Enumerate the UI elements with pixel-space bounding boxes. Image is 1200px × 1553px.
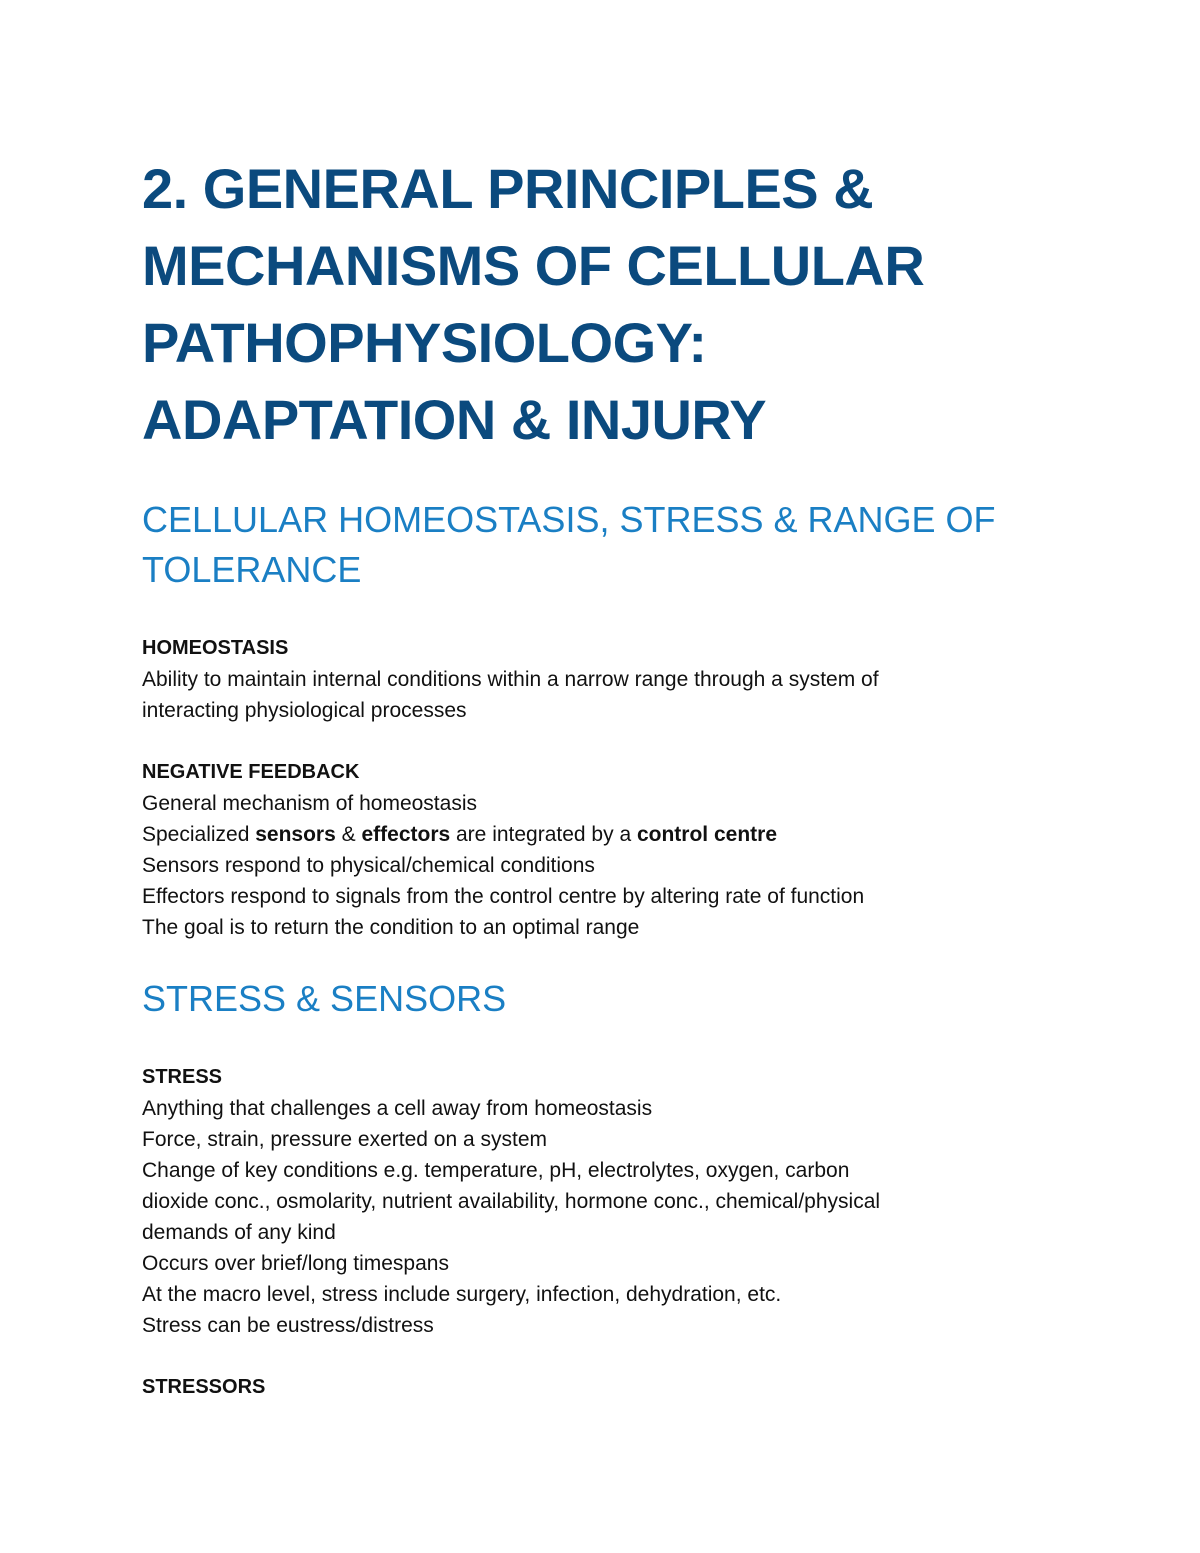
body-text-line: Sensors respond to physical/chemical conditions bbox=[142, 854, 595, 877]
stress-block bbox=[142, 1062, 1042, 1341]
page-title-line: MECHANISMS OF CELLULAR bbox=[142, 234, 925, 297]
text-span: are integrated by a bbox=[450, 823, 637, 846]
text-span: Specialized bbox=[142, 823, 256, 846]
negative-feedback-block bbox=[142, 757, 1042, 943]
page-title bbox=[142, 150, 1042, 458]
subheading-stress: STRESS bbox=[142, 1066, 223, 1088]
page-title-line: 2. GENERAL PRINCIPLES & bbox=[142, 157, 874, 220]
section-heading-stress-sensors bbox=[142, 974, 1042, 1024]
stressors-block bbox=[142, 1372, 1042, 1403]
section-heading-line: TOLERANCE bbox=[142, 549, 362, 590]
section-heading-homeostasis-stress bbox=[142, 495, 1042, 595]
body-text-line: Ability to maintain internal conditions within a narrow range through a system of bbox=[142, 668, 879, 691]
bold-term-control-centre: control centre bbox=[636, 823, 777, 846]
page-title-line: PATHOPHYSIOLOGY: bbox=[142, 311, 707, 374]
body-text-line: demands of any kind bbox=[142, 1221, 336, 1244]
body-text-line: Force, strain, pressure exerted on a system bbox=[142, 1128, 547, 1151]
subheading-negative-feedback: NEGATIVE FEEDBACK bbox=[142, 761, 360, 783]
subheading-homeostasis: HOMEOSTASIS bbox=[142, 637, 289, 659]
text-span: & bbox=[335, 823, 362, 846]
body-text-line: Occurs over brief/long timespans bbox=[142, 1252, 449, 1275]
body-text-line: The goal is to return the condition to an optimal range bbox=[142, 916, 640, 939]
section-heading-line: STRESS & SENSORS bbox=[142, 978, 507, 1019]
bold-term-sensors: sensors bbox=[255, 823, 336, 846]
subheading-stressors: STRESSORS bbox=[142, 1376, 266, 1398]
body-text-line: interacting physiological processes bbox=[142, 699, 467, 722]
section-heading-line: CELLULAR HOMEOSTASIS, STRESS & RANGE OF bbox=[142, 499, 996, 540]
body-text-line: At the macro level, stress include surgery, infection, dehydration, etc. bbox=[142, 1283, 782, 1306]
body-text-line-mixed bbox=[142, 819, 1042, 850]
document-page bbox=[142, 150, 1042, 1403]
body-text-line: Change of key conditions e.g. temperature, pH, electrolytes, oxygen, carbon bbox=[142, 1159, 850, 1182]
body-text-line: General mechanism of homeostasis bbox=[142, 792, 477, 815]
body-text-line: Anything that challenges a cell away from homeostasis bbox=[142, 1097, 653, 1120]
homeostasis-block bbox=[142, 633, 1042, 726]
body-text-line: Stress can be eustress/distress bbox=[142, 1314, 434, 1337]
bold-term-effectors: effectors bbox=[361, 823, 451, 846]
body-text-line: dioxide conc., osmolarity, nutrient availability, hormone conc., chemical/physical bbox=[142, 1190, 881, 1213]
page-title-line: ADAPTATION & INJURY bbox=[142, 388, 767, 451]
body-text-line: Effectors respond to signals from the control centre by altering rate of function bbox=[142, 885, 865, 908]
